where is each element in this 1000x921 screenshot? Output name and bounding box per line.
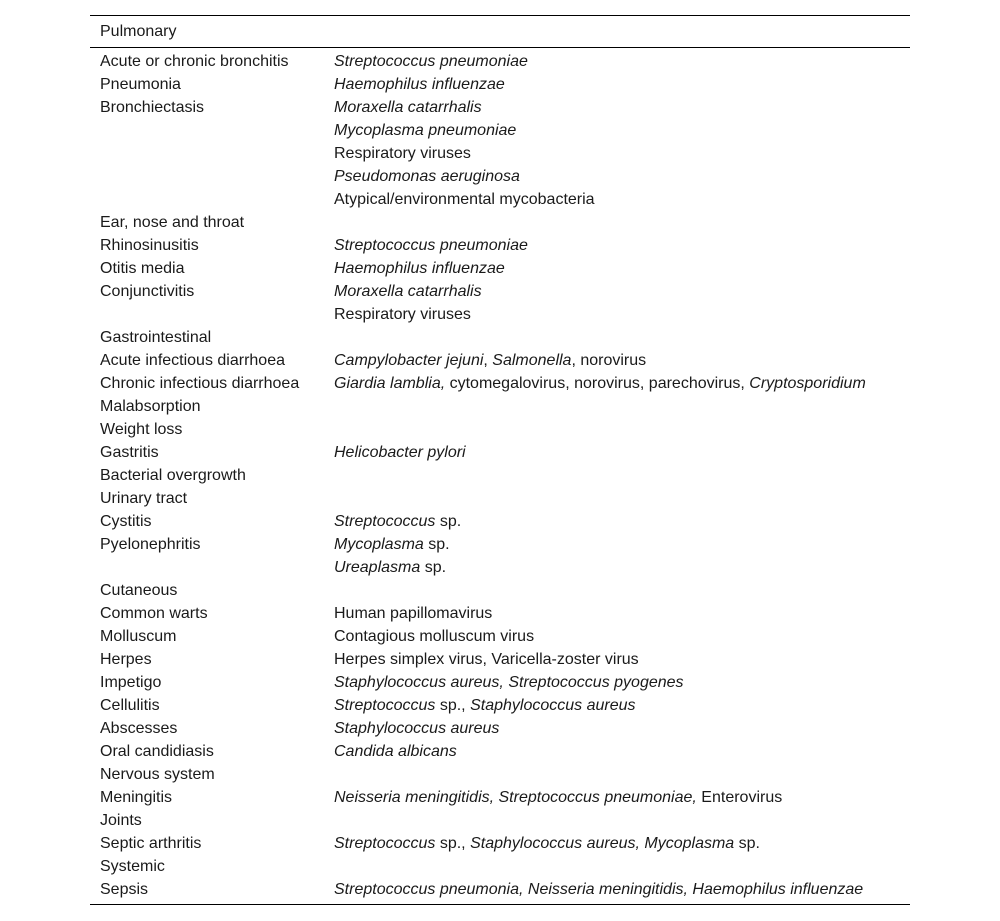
organism-text: Moraxella catarrhalis — [334, 99, 482, 116]
table-row — [90, 717, 910, 740]
condition-cell: Cellulitis — [100, 697, 160, 714]
condition-cell: Common warts — [100, 605, 208, 622]
organism-text: Ureaplasma — [334, 559, 421, 576]
organism-cell — [334, 694, 910, 717]
organism-text: Neisseria meningitidis, Streptococcus pneumoniae, — [334, 789, 697, 806]
organism-text: Streptococcus — [334, 835, 436, 852]
organism-text: sp. — [435, 513, 462, 530]
organism-text: Giardia lamblia, — [334, 375, 446, 392]
condition-cell: Joints — [100, 812, 142, 829]
condition-cell: Acute infectious diarrhoea — [100, 352, 285, 369]
organism-text: sp. — [423, 536, 450, 553]
organism-cell — [334, 809, 910, 832]
condition-cell: Systemic — [100, 858, 165, 875]
organism-cell — [334, 671, 910, 694]
organism-cell — [334, 487, 910, 510]
organism-cell — [334, 142, 910, 165]
organism-cell — [334, 280, 910, 303]
condition-cell: Impetigo — [100, 674, 162, 691]
organism-text: Streptococcus — [334, 513, 436, 530]
organism-text: Salmonella — [492, 352, 572, 369]
organism-text: Atypical/environmental mycobacteria — [334, 191, 595, 208]
organism-text: , norovirus — [571, 352, 647, 369]
table-row — [90, 96, 910, 119]
table-row — [90, 671, 910, 694]
organism-text: sp. — [734, 835, 760, 852]
organism-cell — [334, 303, 910, 326]
condition-cell: Herpes — [100, 651, 152, 668]
table-row — [90, 694, 910, 717]
condition-cell: Weight loss — [100, 421, 183, 438]
organism-cell — [334, 119, 910, 142]
infection-table — [90, 15, 910, 905]
table-row — [90, 786, 910, 809]
organism-text: Contagious molluscum virus — [334, 628, 535, 645]
table-row — [90, 809, 910, 832]
organism-text: Mycoplasma pneumoniae — [334, 122, 517, 139]
condition-cell: Abscesses — [100, 720, 178, 737]
table-row — [90, 464, 910, 487]
table-row — [90, 257, 910, 280]
table-row — [90, 418, 910, 441]
organism-cell — [334, 165, 910, 188]
condition-cell: Septic arthritis — [100, 835, 202, 852]
condition-cell: Urinary tract — [100, 490, 188, 507]
organism-text: cytomegalovirus, norovirus, parechovirus, — [445, 375, 750, 392]
table-row — [90, 510, 910, 533]
table-row — [90, 855, 910, 878]
condition-cell: Pneumonia — [100, 76, 181, 93]
condition-cell: Nervous system — [100, 766, 215, 783]
table-row — [90, 763, 910, 786]
organism-text: sp., — [435, 697, 471, 714]
condition-cell: Gastritis — [100, 444, 159, 461]
table-header: Pulmonary — [90, 16, 910, 48]
table-row — [90, 395, 910, 418]
table-row — [90, 832, 910, 855]
organism-cell — [334, 50, 910, 73]
organism-cell — [334, 418, 910, 441]
table-row — [90, 740, 910, 763]
organism-text: Pseudomonas aeruginosa — [334, 168, 520, 185]
table-row — [90, 142, 910, 165]
organism-cell — [334, 211, 910, 234]
organism-cell — [334, 96, 910, 119]
organism-cell — [334, 878, 910, 901]
table-row — [90, 119, 910, 142]
organism-cell — [334, 832, 910, 855]
condition-cell: Gastrointestinal — [100, 329, 212, 346]
table-row — [90, 441, 910, 464]
condition-cell: Cutaneous — [100, 582, 178, 599]
table-row — [90, 372, 910, 395]
condition-cell: Cystitis — [100, 513, 152, 530]
table-row — [90, 234, 910, 257]
organism-cell — [334, 855, 910, 878]
condition-cell: Otitis media — [100, 260, 185, 277]
condition-cell: Sepsis — [100, 881, 149, 898]
condition-cell — [90, 142, 334, 165]
organism-cell — [334, 349, 910, 372]
condition-cell — [90, 556, 334, 579]
condition-cell: Chronic infectious diarrhoea — [100, 375, 300, 392]
organism-text: Streptococcus pneumoniae — [334, 237, 528, 254]
condition-cell: Bronchiectasis — [100, 99, 205, 116]
organism-cell — [334, 602, 910, 625]
table-row — [90, 326, 910, 349]
organism-cell — [334, 579, 910, 602]
organism-text: Respiratory viruses — [334, 306, 471, 323]
organism-cell — [334, 372, 910, 395]
condition-cell: Ear, nose and throat — [100, 214, 245, 231]
condition-cell — [90, 165, 334, 188]
table-row — [90, 211, 910, 234]
table-row — [90, 50, 910, 73]
organism-cell — [334, 326, 910, 349]
table-row — [90, 602, 910, 625]
condition-cell: Rhinosinusitis — [100, 237, 199, 254]
organism-cell — [334, 510, 910, 533]
condition-cell: Pyelonephritis — [100, 536, 201, 553]
table-row — [90, 579, 910, 602]
condition-cell: Conjunctivitis — [100, 283, 195, 300]
organism-text: Human papillomavirus — [334, 605, 493, 622]
organism-text: Haemophilus influenzae — [334, 260, 505, 277]
organism-text: sp., — [435, 835, 471, 852]
organism-cell — [334, 73, 910, 96]
table-row — [90, 349, 910, 372]
organism-text: Streptococcus — [334, 697, 436, 714]
condition-cell: Meningitis — [100, 789, 173, 806]
table-row — [90, 188, 910, 211]
organism-cell — [334, 786, 910, 809]
organism-text: Staphylococcus aureus — [334, 720, 500, 737]
table-row — [90, 487, 910, 510]
organism-text: Respiratory viruses — [334, 145, 471, 162]
organism-cell — [334, 717, 910, 740]
organism-cell — [334, 740, 910, 763]
organism-cell — [334, 188, 910, 211]
organism-text: Campylobacter jejuni — [334, 352, 484, 369]
condition-cell — [90, 119, 334, 142]
organism-cell — [334, 763, 910, 786]
table-row — [90, 303, 910, 326]
condition-cell: Acute or chronic bronchitis — [100, 53, 289, 70]
organism-cell — [334, 234, 910, 257]
organism-text: , — [483, 352, 493, 369]
table-row — [90, 625, 910, 648]
organism-text: Helicobacter pylori — [334, 444, 466, 461]
table-body — [90, 48, 910, 904]
table-row — [90, 878, 910, 901]
table-row — [90, 648, 910, 671]
condition-cell — [90, 303, 334, 326]
condition-cell: Bacterial overgrowth — [100, 467, 246, 484]
condition-cell: Malabsorption — [100, 398, 201, 415]
organism-cell — [334, 441, 910, 464]
organism-text: Cryptosporidium — [749, 375, 866, 392]
condition-cell: Oral candidiasis — [100, 743, 214, 760]
table-row — [90, 533, 910, 556]
organism-text: Staphylococcus aureus — [470, 697, 636, 714]
organism-text: Streptococcus pneumoniae — [334, 53, 528, 70]
organism-text: Mycoplasma — [334, 536, 424, 553]
organism-text: Staphylococcus aureus, Streptococcus pyogenes — [334, 674, 684, 691]
table-row — [90, 556, 910, 579]
condition-cell — [90, 188, 334, 211]
organism-text: Candida albicans — [334, 743, 457, 760]
organism-text: sp. — [420, 559, 447, 576]
organism-cell — [334, 625, 910, 648]
organism-cell — [334, 464, 910, 487]
table-row — [90, 73, 910, 96]
organism-cell — [334, 556, 910, 579]
organism-cell — [334, 648, 910, 671]
organism-text: Staphylococcus aureus, Mycoplasma — [470, 835, 735, 852]
organism-text: Moraxella catarrhalis — [334, 283, 482, 300]
organism-cell — [334, 257, 910, 280]
organism-cell — [334, 533, 910, 556]
organism-text: Haemophilus influenzae — [334, 76, 505, 93]
organism-text: Herpes simplex virus, Varicella-zoster virus — [334, 651, 639, 668]
table-row — [90, 165, 910, 188]
condition-cell: Molluscum — [100, 628, 177, 645]
organism-text: Enterovirus — [696, 789, 783, 806]
table-row — [90, 280, 910, 303]
organism-text: Streptococcus pneumonia, Neisseria meningitidis, Haemophilus influenzae — [334, 881, 864, 898]
organism-cell — [334, 395, 910, 418]
